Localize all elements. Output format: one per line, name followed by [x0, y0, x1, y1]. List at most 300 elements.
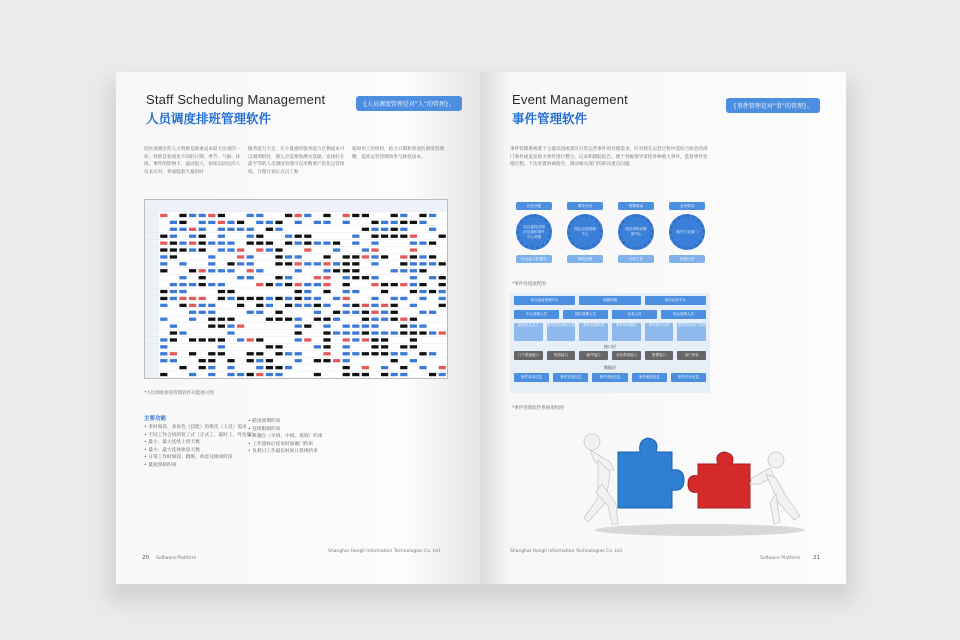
grid-cell	[208, 366, 215, 369]
grid-cell	[285, 214, 292, 217]
grid-cell	[429, 373, 436, 376]
grid-cell	[189, 228, 196, 231]
grid-cell	[227, 373, 234, 376]
left-intro-col2: 服务能力不足，在小量流时服务能力过剩或本可以调剂的时，那么应需要预测为基础，安排好在最平等的人员调度管理可以用数要产优化运营组构，合理计划正式员工和	[248, 147, 345, 175]
grid-cell	[381, 228, 388, 231]
grid-cell	[295, 262, 302, 265]
grid-cell	[410, 269, 417, 272]
grid-cell	[371, 283, 378, 286]
right-page	[480, 72, 846, 584]
grid-cell	[266, 366, 273, 369]
grid-cell	[160, 373, 167, 376]
grid-cell	[208, 311, 215, 314]
grid-cell	[391, 352, 398, 355]
grid-cell	[410, 345, 417, 348]
grid-cell	[218, 248, 225, 251]
grid-cell	[333, 297, 340, 300]
grid-cell	[410, 248, 417, 251]
feature-item: • 班趣在（早班、中班、夜班）约束	[248, 433, 368, 441]
grid-cell	[208, 359, 215, 362]
grid-cell	[247, 214, 254, 217]
grid-cell	[314, 221, 321, 224]
grid-cell	[285, 304, 292, 307]
grid-cell	[247, 373, 254, 376]
arch-block: 事件基本信息	[514, 373, 549, 382]
grid-cell	[295, 318, 302, 321]
grid-cell	[381, 373, 388, 376]
grid-cell	[208, 373, 215, 376]
grid-cell	[285, 255, 292, 258]
flow-gear-1: 以合道经济园区信道的事件中心调度	[516, 214, 552, 250]
grid-cell	[208, 283, 215, 286]
event-flow-diagram	[516, 202, 706, 282]
grid-cell	[343, 324, 350, 327]
grid-cell	[371, 297, 378, 300]
illustration-shadow	[595, 524, 805, 536]
grid-cell	[179, 221, 186, 224]
grid-cell	[237, 297, 244, 300]
grid-cell	[179, 366, 186, 369]
feature-item: • 最短预制约束	[144, 462, 259, 470]
grid-cell	[189, 283, 196, 286]
grid-cell	[160, 304, 167, 307]
grid-cell	[199, 283, 206, 286]
grid-cell	[285, 366, 292, 369]
grid-cell	[227, 262, 234, 265]
grid-cell	[323, 262, 330, 265]
grid-cell	[295, 297, 302, 300]
grid-cell	[371, 324, 378, 327]
grid-cell	[391, 235, 398, 238]
grid-cell	[371, 235, 378, 238]
grid-cell	[266, 283, 273, 286]
feature-item: • 多时间段、多角色（技能）的班次（人员）需求	[144, 424, 259, 432]
grid-cell	[285, 262, 292, 265]
arch-block: 业务人员	[612, 310, 657, 319]
grid-cell	[304, 248, 311, 251]
grid-cell	[227, 290, 234, 293]
grid-cell	[304, 290, 311, 293]
grid-cell	[189, 304, 196, 307]
grid-cell	[323, 276, 330, 279]
left-intro-col3: 临时用工的组构，结合日期和客流医调度管理精，提高运营管理效率与降低成本。	[352, 147, 444, 160]
grid-cell	[256, 221, 263, 224]
grid-row-header	[145, 200, 159, 378]
grid-cell	[419, 262, 426, 265]
grid-cell	[429, 311, 436, 314]
grid-cell	[247, 241, 254, 244]
grid-cell	[371, 311, 378, 314]
grid-cell	[343, 359, 350, 362]
grid-cell	[400, 235, 407, 238]
arch-label-data: 数据层	[604, 365, 616, 370]
grid-cell	[304, 235, 311, 238]
grid-cell	[429, 255, 436, 258]
grid-cell	[247, 359, 254, 362]
feature-item: • 不同工作合同的复工式（正式工、临时工、外包服）	[144, 432, 259, 440]
grid-cell	[362, 276, 369, 279]
grid-cell	[218, 214, 225, 217]
grid-cell	[227, 228, 234, 231]
grid-cell	[199, 235, 206, 238]
grid-cell	[170, 338, 177, 341]
grid-cell	[439, 235, 446, 238]
grid-cell	[381, 221, 388, 224]
grid-cell	[295, 290, 302, 293]
grid-cell	[343, 345, 350, 348]
grid-cell	[323, 283, 330, 286]
grid-cell	[208, 318, 215, 321]
grid-cell	[237, 324, 244, 327]
grid-cell	[285, 297, 292, 300]
grid-cell	[218, 235, 225, 238]
grid-cell	[295, 255, 302, 258]
grid-cell	[170, 248, 177, 251]
grid-cell	[381, 283, 388, 286]
grid-cell	[314, 276, 321, 279]
grid-cell	[227, 248, 234, 251]
grid-cell	[256, 241, 263, 244]
flow-bottom-2: 事故处理	[567, 255, 603, 263]
grid-cell	[170, 352, 177, 355]
grid-cell	[189, 241, 196, 244]
grid-cell	[179, 241, 186, 244]
grid-cell	[410, 262, 417, 265]
grid-cell	[179, 304, 186, 307]
grid-cell	[400, 352, 407, 355]
grid-cell	[362, 324, 369, 327]
arch-block: 电脑终端	[579, 296, 640, 305]
grid-cell	[179, 276, 186, 279]
grid-cell	[304, 262, 311, 265]
right-title-en: Event Management	[512, 92, 628, 107]
grid-cell	[343, 283, 350, 286]
grid-cell	[199, 214, 206, 217]
grid-header	[145, 200, 447, 212]
grid-cell	[199, 241, 206, 244]
grid-cell	[275, 345, 282, 348]
grid-cell	[439, 297, 446, 300]
grid-cell	[275, 352, 282, 355]
grid-cell	[218, 228, 225, 231]
grid-cell	[237, 304, 244, 307]
puzzle-illustration	[580, 422, 820, 542]
grid-cell	[275, 276, 282, 279]
feature-item: • 日常工作时间段、跳班、休息及换岗时段	[144, 454, 259, 462]
grid-cell	[179, 228, 186, 231]
grid-cell	[333, 262, 340, 265]
grid-cell	[371, 331, 378, 334]
grid-cell	[314, 241, 321, 244]
grid-cell	[343, 214, 350, 217]
grid-cell	[343, 338, 350, 341]
grid-cell	[285, 241, 292, 244]
arch-block: 综合运营管理平台	[514, 296, 575, 305]
grid-cell	[199, 366, 206, 369]
grid-cell	[208, 304, 215, 307]
grid-cell	[285, 318, 292, 321]
left-footer-company: Shanghai Hongli Information Technologies Co. Ltd	[328, 549, 440, 554]
grid-cell	[391, 214, 398, 217]
grid-cell	[199, 297, 206, 300]
grid-cell	[429, 331, 436, 334]
arch-label-api: 接口层	[604, 344, 616, 349]
grid-cell	[362, 255, 369, 258]
grid-cell	[304, 324, 311, 327]
grid-cell	[343, 373, 350, 376]
grid-cell	[343, 366, 350, 369]
grid-cell	[266, 318, 273, 321]
grid-cell	[314, 373, 321, 376]
grid-cell	[343, 331, 350, 334]
grid-cell	[391, 297, 398, 300]
grid-cell	[410, 276, 417, 279]
grid-cell	[170, 255, 177, 258]
grid-cell	[304, 338, 311, 341]
grid-cell	[237, 276, 244, 279]
flow-bottom-3: 生成工作	[618, 255, 654, 263]
grid-cell	[419, 269, 426, 272]
grid-cell	[160, 318, 167, 321]
right-footer-company: Shanghai Hongli Information Technologies Co. Ltd	[510, 549, 622, 554]
grid-cell	[295, 214, 302, 217]
grid-cell	[227, 318, 234, 321]
schedule-grid-svg	[145, 200, 447, 378]
grid-cell	[352, 276, 359, 279]
grid-cell	[410, 290, 417, 293]
arch-caption: *事件管理软件系统架构图	[512, 406, 564, 411]
grid-cell	[199, 221, 206, 224]
grid-cell	[266, 297, 273, 300]
grid-cell	[295, 304, 302, 307]
grid-cell	[371, 345, 378, 348]
grid-cell	[314, 262, 321, 265]
grid-cell	[208, 214, 215, 217]
grid-cell	[170, 297, 177, 300]
grid-cell	[439, 290, 446, 293]
grid-cell	[256, 359, 263, 362]
grid-cell	[333, 318, 340, 321]
grid-cell	[314, 283, 321, 286]
grid-cell	[208, 338, 215, 341]
grid-cell	[410, 241, 417, 244]
grid-cell	[304, 241, 311, 244]
grid-cell	[160, 338, 167, 341]
left-page-number: 20	[142, 555, 149, 561]
grid-cell	[256, 373, 263, 376]
feature-item: • 工作超标后结束时间截门约束	[248, 441, 368, 449]
arch-block: 报警接口	[645, 351, 674, 360]
grid-cell	[352, 304, 359, 307]
grid-cell	[333, 331, 340, 334]
grid-cell	[314, 318, 321, 321]
grid-cell	[323, 338, 330, 341]
grid-cell	[343, 221, 350, 224]
grid-cell	[352, 290, 359, 293]
grid-cell	[410, 283, 417, 286]
grid-cell	[371, 352, 378, 355]
grid-cell	[362, 318, 369, 321]
grid-cell	[400, 345, 407, 348]
grid-cell	[160, 345, 167, 348]
grid-cell	[218, 318, 225, 321]
grid-cell	[189, 373, 196, 376]
grid-cell	[256, 304, 263, 307]
right-page-number: 21	[813, 555, 820, 561]
blue-puzzle-piece	[618, 438, 684, 508]
grid-cell	[314, 311, 321, 314]
grid-cell	[352, 311, 359, 314]
grid-cell	[227, 269, 234, 272]
grid-cell	[314, 359, 321, 362]
grid-cell	[419, 214, 426, 217]
grid-cell	[160, 248, 167, 251]
grid-cell	[410, 318, 417, 321]
grid-cell	[391, 228, 398, 231]
grid-cell	[323, 352, 330, 355]
grid-cell	[333, 269, 340, 272]
arch-block: 事件通知信息	[632, 373, 667, 382]
schedule-table	[144, 199, 448, 379]
grid-cell	[314, 297, 321, 300]
grid-cell	[439, 366, 446, 369]
grid-cell	[410, 331, 417, 334]
grid-cell	[352, 373, 359, 376]
grid-cell	[381, 345, 388, 348]
grid-cell	[199, 359, 206, 362]
right-tag: {事件管理是对“事”的管理}。	[726, 98, 820, 113]
grid-cell	[323, 359, 330, 362]
flow-bottom-1: 区运品工作提交	[516, 255, 552, 263]
red-puzzle-piece	[688, 452, 750, 508]
grid-cell	[247, 311, 254, 314]
flow-caption: *事件处置流程图	[512, 282, 546, 287]
grid-cell	[343, 276, 350, 279]
grid-cell	[237, 338, 244, 341]
grid-cell	[323, 269, 330, 272]
left-title-cn: 人员调度排班管理软件	[146, 111, 272, 126]
arch-block: 事件过程信息	[553, 373, 588, 382]
grid-cell	[439, 276, 446, 279]
grid-cell	[256, 269, 263, 272]
grid-cell	[295, 359, 302, 362]
grid-cell	[362, 214, 369, 217]
features-list-col1	[144, 424, 259, 470]
grid-cell	[275, 262, 282, 265]
grid-cell	[419, 283, 426, 286]
grid-cell	[275, 283, 282, 286]
grid-cell	[400, 283, 407, 286]
grid-cell	[247, 228, 254, 231]
grid-cell	[160, 352, 167, 355]
grid-cell	[247, 297, 254, 300]
grid-cell	[352, 255, 359, 258]
arch-block: 事件现场跟踪	[612, 323, 641, 341]
grid-cell	[304, 304, 311, 307]
flow-gear-3: 园区消防后勤部中心	[618, 214, 654, 250]
grid-cell	[179, 214, 186, 217]
grid-cell	[227, 366, 234, 369]
grid-cell	[275, 248, 282, 251]
grid-cell	[247, 235, 254, 238]
grid-cell	[371, 248, 378, 251]
grid-cell	[275, 318, 282, 321]
grid-cell	[266, 304, 273, 307]
grid-cell	[218, 221, 225, 224]
grid-cell	[362, 248, 369, 251]
grid-cell	[227, 331, 234, 334]
grid-cell	[333, 359, 340, 362]
grid-cell	[314, 304, 321, 307]
grid-cell	[362, 331, 369, 334]
left-page	[116, 72, 480, 584]
grid-cell	[266, 373, 273, 376]
grid-cell	[295, 331, 302, 334]
grid-cell	[429, 262, 436, 265]
grid-cell	[410, 235, 417, 238]
grid-cell	[419, 221, 426, 224]
arch-block: 事件信息流转分发	[547, 323, 576, 341]
feature-item: • 最小、最大连续上班天数	[144, 439, 259, 447]
grid-cell	[189, 311, 196, 314]
grid-cell	[323, 221, 330, 224]
grid-cell	[295, 235, 302, 238]
grid-cell	[400, 324, 407, 327]
grid-cell	[400, 228, 407, 231]
grid-cell	[381, 338, 388, 341]
grid-cell	[362, 311, 369, 314]
grid-cell	[371, 262, 378, 265]
grid-cell	[381, 290, 388, 293]
grid-cell	[333, 248, 340, 251]
grid-cell	[218, 338, 225, 341]
flow-gear-4: 相关专业部门	[669, 214, 705, 250]
arch-row-users	[514, 310, 706, 319]
grid-cell	[362, 304, 369, 307]
grid-cell	[170, 228, 177, 231]
grid-cell	[170, 235, 177, 238]
feature-item: • 最小、最大连休休息天数	[144, 447, 259, 455]
grid-cell	[400, 373, 407, 376]
feature-item: • 轮岗周期约束	[248, 418, 368, 426]
grid-cell	[256, 248, 263, 251]
grid-cell	[266, 241, 273, 244]
grid-cell	[285, 235, 292, 238]
feature-item: • 连班限制约束	[248, 426, 368, 434]
grid-cell	[429, 276, 436, 279]
grid-cell	[170, 290, 177, 293]
grid-cell	[208, 352, 215, 355]
arch-block: 事件审批信息	[592, 373, 627, 382]
grid-cell	[189, 214, 196, 217]
grid-cell	[352, 338, 359, 341]
grid-cell	[400, 269, 407, 272]
grid-cell	[275, 228, 282, 231]
grid-cell	[419, 290, 426, 293]
grid-cell	[179, 331, 186, 334]
grid-cell	[323, 331, 330, 334]
grid-cell	[371, 221, 378, 224]
grid-cell	[419, 311, 426, 314]
grid-cell	[371, 241, 378, 244]
arch-block: 邮件接口	[579, 351, 608, 360]
grid-cell	[208, 324, 215, 327]
grid-cell	[429, 241, 436, 244]
grid-cell	[160, 359, 167, 362]
grid-cell	[237, 262, 244, 265]
grid-cell	[199, 248, 206, 251]
grid-cell	[439, 331, 446, 334]
